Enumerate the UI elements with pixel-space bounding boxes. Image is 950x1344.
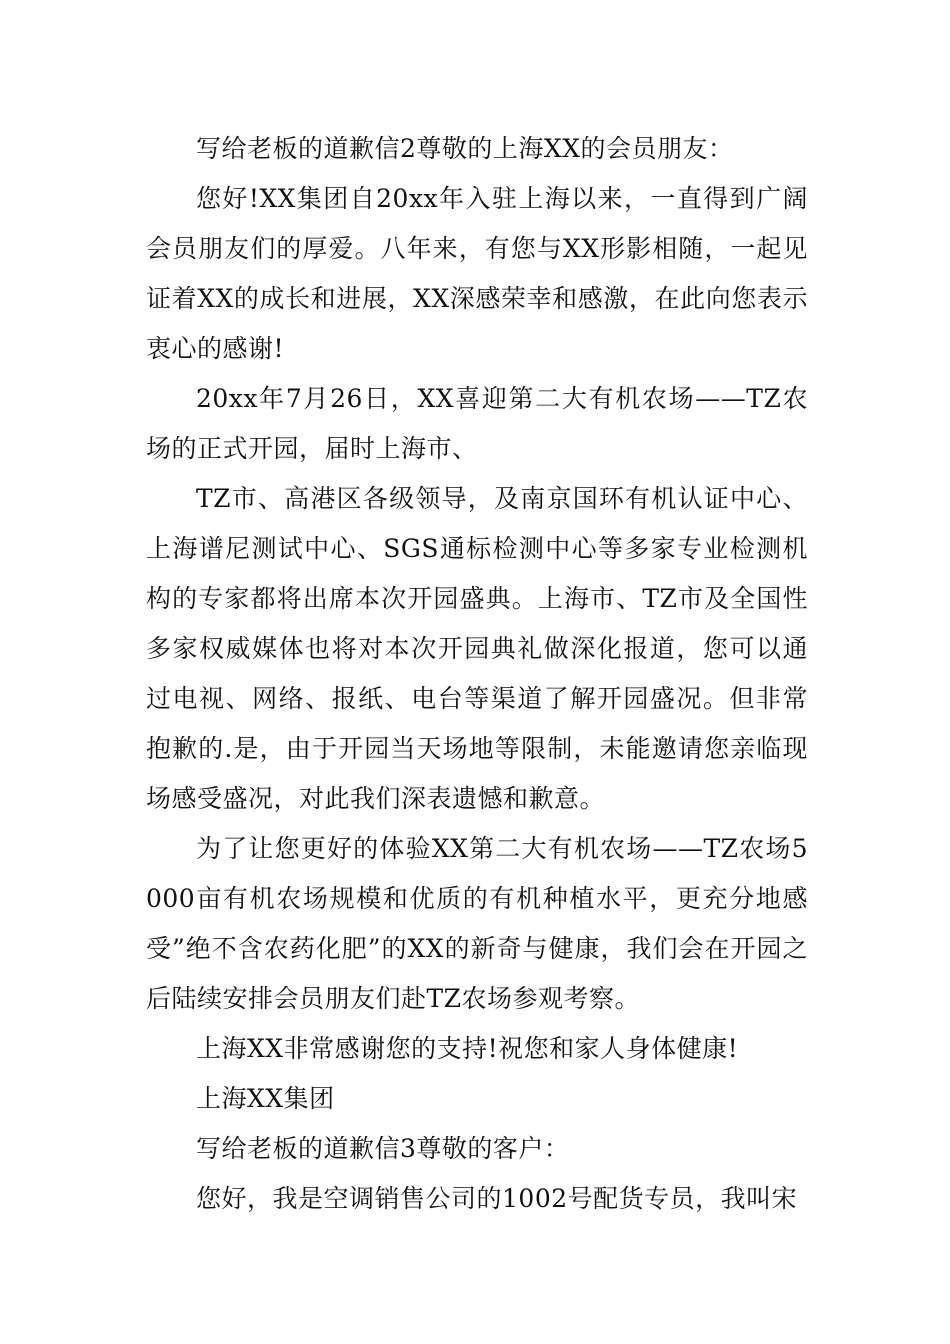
paragraph-guests: TZ市、高港区各级领导，及南京国环有机认证中心、上海谱尼测试中心、SGS通标检测中心等多家专业检测机构的专家都将出席本次开园盛典。上海市、TZ市及全国性多家权威媒体也将对本次开园典礼做深化报道，您可以通过电视、网络、报纸、电台等渠道了解开园盛况。但非常抱歉的.是，由于开园当天场地等限制，未能邀请您亲临现场感受盛况，对此我们深表遗憾和歉意。 bbox=[146, 484, 808, 813]
paragraph-greeting: 您好!XX集团自20xx年入驻上海以来，一直得到广阔会员朋友们的厚爱。八年来，有您与XX形影相随，一起见证着XX的成长和进展，XX深感荣幸和感激，在此向您表示衷心的感谢! bbox=[146, 184, 808, 363]
signature-line: 上海XX集团 bbox=[196, 1084, 335, 1113]
heading-letter-2: 写给老板的道歉信2尊敬的上海XX的会员朋友： bbox=[196, 134, 734, 163]
paragraph-thanks: 上海XX非常感谢您的支持!祝您和家人身体健康! bbox=[196, 1034, 739, 1063]
heading-letter-3: 写给老板的道歉信3尊敬的客户： bbox=[196, 1134, 570, 1163]
paragraph-visit-arrangement: 为了让您更好的体验XX第二大有机农场——TZ农场5000亩有机农场规模和优质的有机种植水平，更充分地感受”绝不含农药化肥”的XX的新奇与健康，我们会在开园之后陆续安排会员朋友们赴TZ农场参观考察。 bbox=[146, 834, 808, 1013]
paragraph-farm-opening: 20xx年7月26日，XX喜迎第二大有机农场——TZ农场的正式开园，届时上海市、 bbox=[146, 384, 808, 463]
document-body bbox=[146, 124, 808, 1224]
paragraph-letter-3-intro: 您好，我是空调销售公司的1002号配货专员，我叫宋 bbox=[196, 1184, 798, 1213]
